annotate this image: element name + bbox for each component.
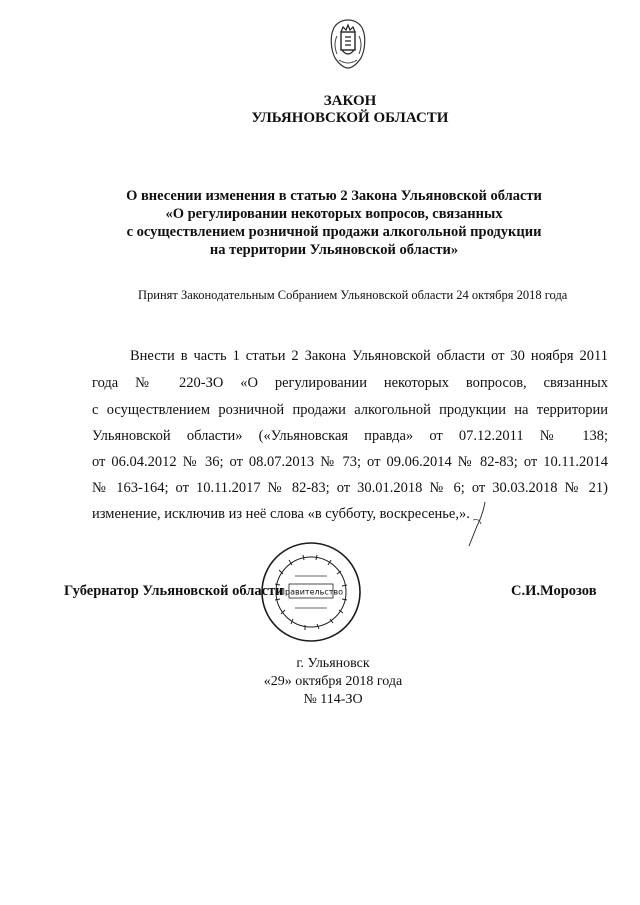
body-text-line: № 163-164; от 10.11.2017 № 82-83; от 30.01.2018 № 6; от 30.03.2018 № 21) [92,480,608,496]
signing-date: «29» октября 2018 года [263,674,403,689]
body-text-line: года № 220-ЗО «О регулировании некоторых вопросов, связанных [92,375,608,391]
body-text-line: от 06.04.2012 № 36; от 08.07.2013 № 73; от 09.06.2014 № 82-83; от 10.11.2014 [92,454,608,470]
body-text-line: Ульяновской области» («Ульяновская правда» от 07.12.2011 № 138; [92,428,608,444]
body-text-line: изменение, исключив из неё слова «в субботу, воскресенье,». [92,506,470,522]
law-title: ЗАКОН [323,93,377,109]
adoption-note: Принят Законодательным Собранием Ульяновской области 24 октября 2018 года [138,288,568,302]
coat-of-arms-emblem [327,18,369,70]
heading-line: на территории Ульяновской области» [209,242,459,258]
signatory-name: С.И.Морозов [511,583,597,599]
body-text-line: Внести в часть 1 статьи 2 Закона Ульяновской области от 30 ноября 2011 [130,348,608,364]
governor-title: Губернатор Ульяновской области [64,583,284,599]
signature-mark [455,500,495,548]
stamp-label: Правительство [279,587,343,597]
region-title: УЛЬЯНОВСКОЙ ОБЛАСТИ [251,110,449,126]
body-text-line: с осуществлением розничной продажи алкогольной продукции на территории [92,402,608,418]
heading-line: «О регулировании некоторых вопросов, связанных [165,206,503,222]
heading-line: О внесении изменения в статью 2 Закона Ульяновской области [126,188,542,204]
city: г. Ульяновск [296,656,370,671]
heading-line: с осуществлением розничной продажи алкогольной продукции [126,224,542,240]
law-number: № 114-ЗО [303,692,363,707]
